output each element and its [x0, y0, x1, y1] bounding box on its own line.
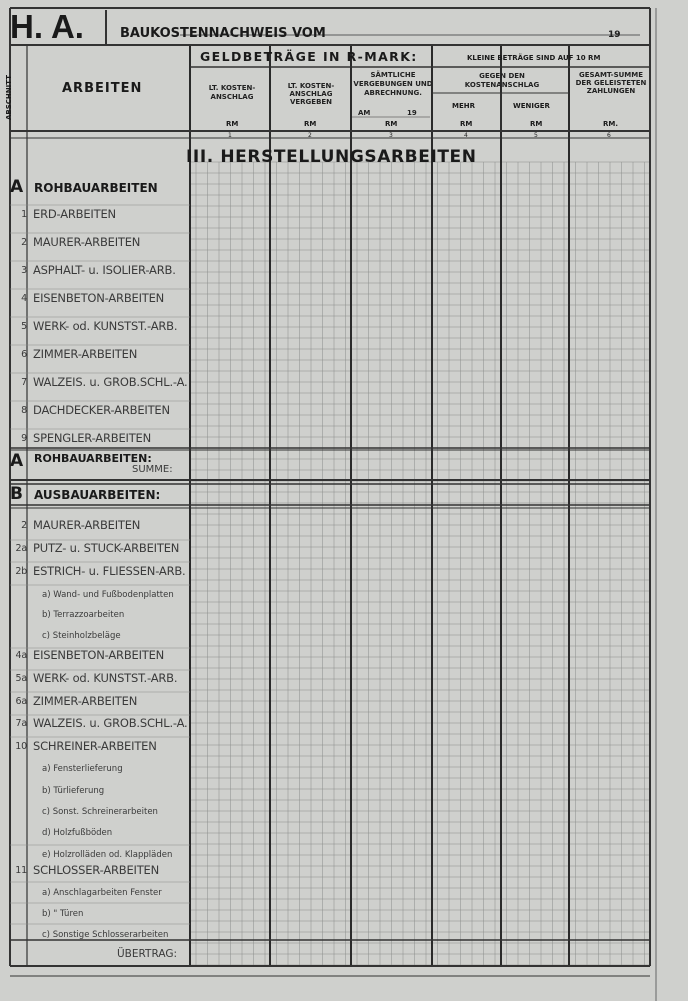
- section_b-row-label: EISENBETON-ARBEITEN: [33, 648, 165, 662]
- title-year: 19: [608, 30, 621, 40]
- section_b-row-label: a) Wand- und Fußbodenplatten: [42, 590, 174, 600]
- section_a-row-label: SPENGLER-ARBEITEN: [33, 431, 152, 445]
- section-column-header: ABSCHNITT: [5, 75, 13, 120]
- section_b-row-label: SCHREINER-ARBEITEN: [33, 739, 157, 753]
- section_a-row-number: 1: [21, 209, 27, 220]
- col3-header: SÄMTLICHE VERGEBUNGEN UND ABRECHNUNG.: [353, 71, 433, 97]
- section-a-sum-letter: A: [10, 451, 24, 471]
- main-title: III. HERSTELLUNGSARBEITEN: [186, 147, 477, 167]
- col1-unit: RM: [226, 120, 239, 128]
- section-a-title: ROHBAUARBEITEN: [34, 181, 158, 195]
- section_b-row-number: 11: [15, 865, 27, 876]
- col3-unit: RM: [385, 120, 398, 128]
- section_a-row-number: 3: [21, 265, 27, 276]
- section-a-sum-title: ROHBAUARBEITEN:: [34, 452, 152, 465]
- section_b-row-number: 2b: [15, 566, 27, 577]
- section_a-row-label: ASPHALT- u. ISOLIER-ARB.: [33, 263, 176, 277]
- form-title: BAUKOSTENNACHWEIS VOM: [120, 26, 326, 41]
- section_a-row-number: 5: [21, 321, 27, 332]
- section_a-row-label: EISENBETON-ARBEITEN: [33, 291, 165, 305]
- section_b-row-label: PUTZ- u. STUCK-ARBEITEN: [33, 541, 180, 555]
- section_b-row-label: WERK- od. KUNSTST.-ARB.: [33, 671, 178, 685]
- section_a-row-number: 2: [21, 237, 27, 248]
- section_a-row-number: 6: [21, 349, 27, 360]
- section_a-row-label: WALZEIS. u. GROB.SCHL.-A.: [33, 375, 188, 389]
- col6-number: 6: [607, 132, 611, 139]
- section_a-row-label: MAURER-ARBEITEN: [33, 235, 141, 249]
- col5-unit: RM: [530, 120, 543, 128]
- section_a-row-number: 7: [21, 377, 27, 388]
- section_a-row-label: ERD-ARBEITEN: [33, 207, 116, 221]
- section_b-row-label: a) Fensterlieferung: [42, 764, 123, 774]
- section_a-row-label: ZIMMER-ARBEITEN: [33, 347, 138, 361]
- section-a-sum-label: SUMME:: [132, 464, 173, 475]
- section_b-row-number: 10: [15, 741, 27, 752]
- section_b-row-label: d) Holzfußböden: [42, 828, 113, 838]
- col1-header: LT. KOSTEN-ANSCHLAG: [208, 84, 256, 101]
- section_a-row-label: DACHDECKER-ARBEITEN: [33, 403, 170, 417]
- section_b-row-label: SCHLOSSER-ARBEITEN: [33, 863, 160, 877]
- section-b-letter: B: [10, 484, 23, 504]
- carry-over-label: ÜBERTRAG:: [117, 948, 178, 960]
- col1-number: 1: [228, 132, 232, 139]
- col4-header: MEHR: [452, 102, 475, 110]
- col2-number: 2: [308, 132, 312, 139]
- section_b-row-number: 2a: [15, 543, 27, 554]
- col2-unit: RM: [304, 120, 317, 128]
- section_b-row-label: WALZEIS. u. GROB.SCHL.-A.: [33, 716, 188, 730]
- section_a-row-label: WERK- od. KUNSTST.-ARB.: [33, 319, 178, 333]
- col3-am: AM: [358, 109, 371, 117]
- col6-header: GESAMT-SUMME DER GELEISTETEN ZAHLUNGEN: [575, 71, 647, 95]
- col4-number: 4: [464, 132, 468, 139]
- section-a-letter: A: [10, 177, 24, 197]
- section_b-row-number: 5a: [15, 673, 27, 684]
- section_a-row-number: 8: [21, 405, 27, 416]
- section_b-row-label: b) Türlieferung: [42, 786, 105, 796]
- col3-number: 3: [389, 132, 393, 139]
- logo-ha: H. A.: [10, 8, 84, 45]
- section_b-row-number: 7a: [15, 718, 27, 729]
- money-header: GELDBETRÄGE IN R-MARK:: [200, 49, 418, 64]
- section_b-row-label: ZIMMER-ARBEITEN: [33, 694, 138, 708]
- col6-unit: RM.: [603, 120, 619, 128]
- section_b-row-number: 4a: [15, 650, 27, 661]
- col5-header: WENIGER: [513, 102, 550, 110]
- money-header-note: KLEINE BETRÄGE SIND AUF 10 RM: [467, 54, 601, 62]
- works-column-header: ARBEITEN: [62, 81, 143, 96]
- section-b-title: AUSBAUARBEITEN:: [34, 488, 161, 502]
- section_b-row-number: 6a: [15, 696, 27, 707]
- section_a-row-number: 4: [21, 293, 27, 304]
- section_b-row-label: c) Sonst. Schreinerarbeiten: [42, 807, 158, 817]
- section_b-row-label: ESTRICH- u. FLIESSEN-ARB.: [33, 564, 186, 578]
- col45-header: GEGEN DEN KOSTENANSCHLAG: [464, 72, 540, 89]
- col2-header: LT. KOSTEN-ANSCHLAG VERGEBEN: [287, 82, 335, 106]
- section_b-row-label: b) Terrazzoarbeiten: [42, 610, 125, 620]
- section_b-row-label: c) Sonstige Schlosserarbeiten: [42, 930, 169, 940]
- section_b-row-label: a) Anschlagarbeiten Fenster: [42, 888, 162, 898]
- col3-year: 19: [407, 109, 417, 117]
- section_b-row-label: b) " Türen: [42, 909, 84, 919]
- section_b-row-label: c) Steinholzbeläge: [42, 631, 121, 641]
- section_b-row-label: e) Holzrolläden od. Klappläden: [42, 850, 173, 860]
- section_b-row-label: MAURER-ARBEITEN: [33, 518, 141, 532]
- col4-unit: RM: [460, 120, 473, 128]
- section_b-row-number: 2: [21, 520, 27, 531]
- section_a-row-number: 9: [21, 433, 27, 444]
- col5-number: 5: [534, 132, 538, 139]
